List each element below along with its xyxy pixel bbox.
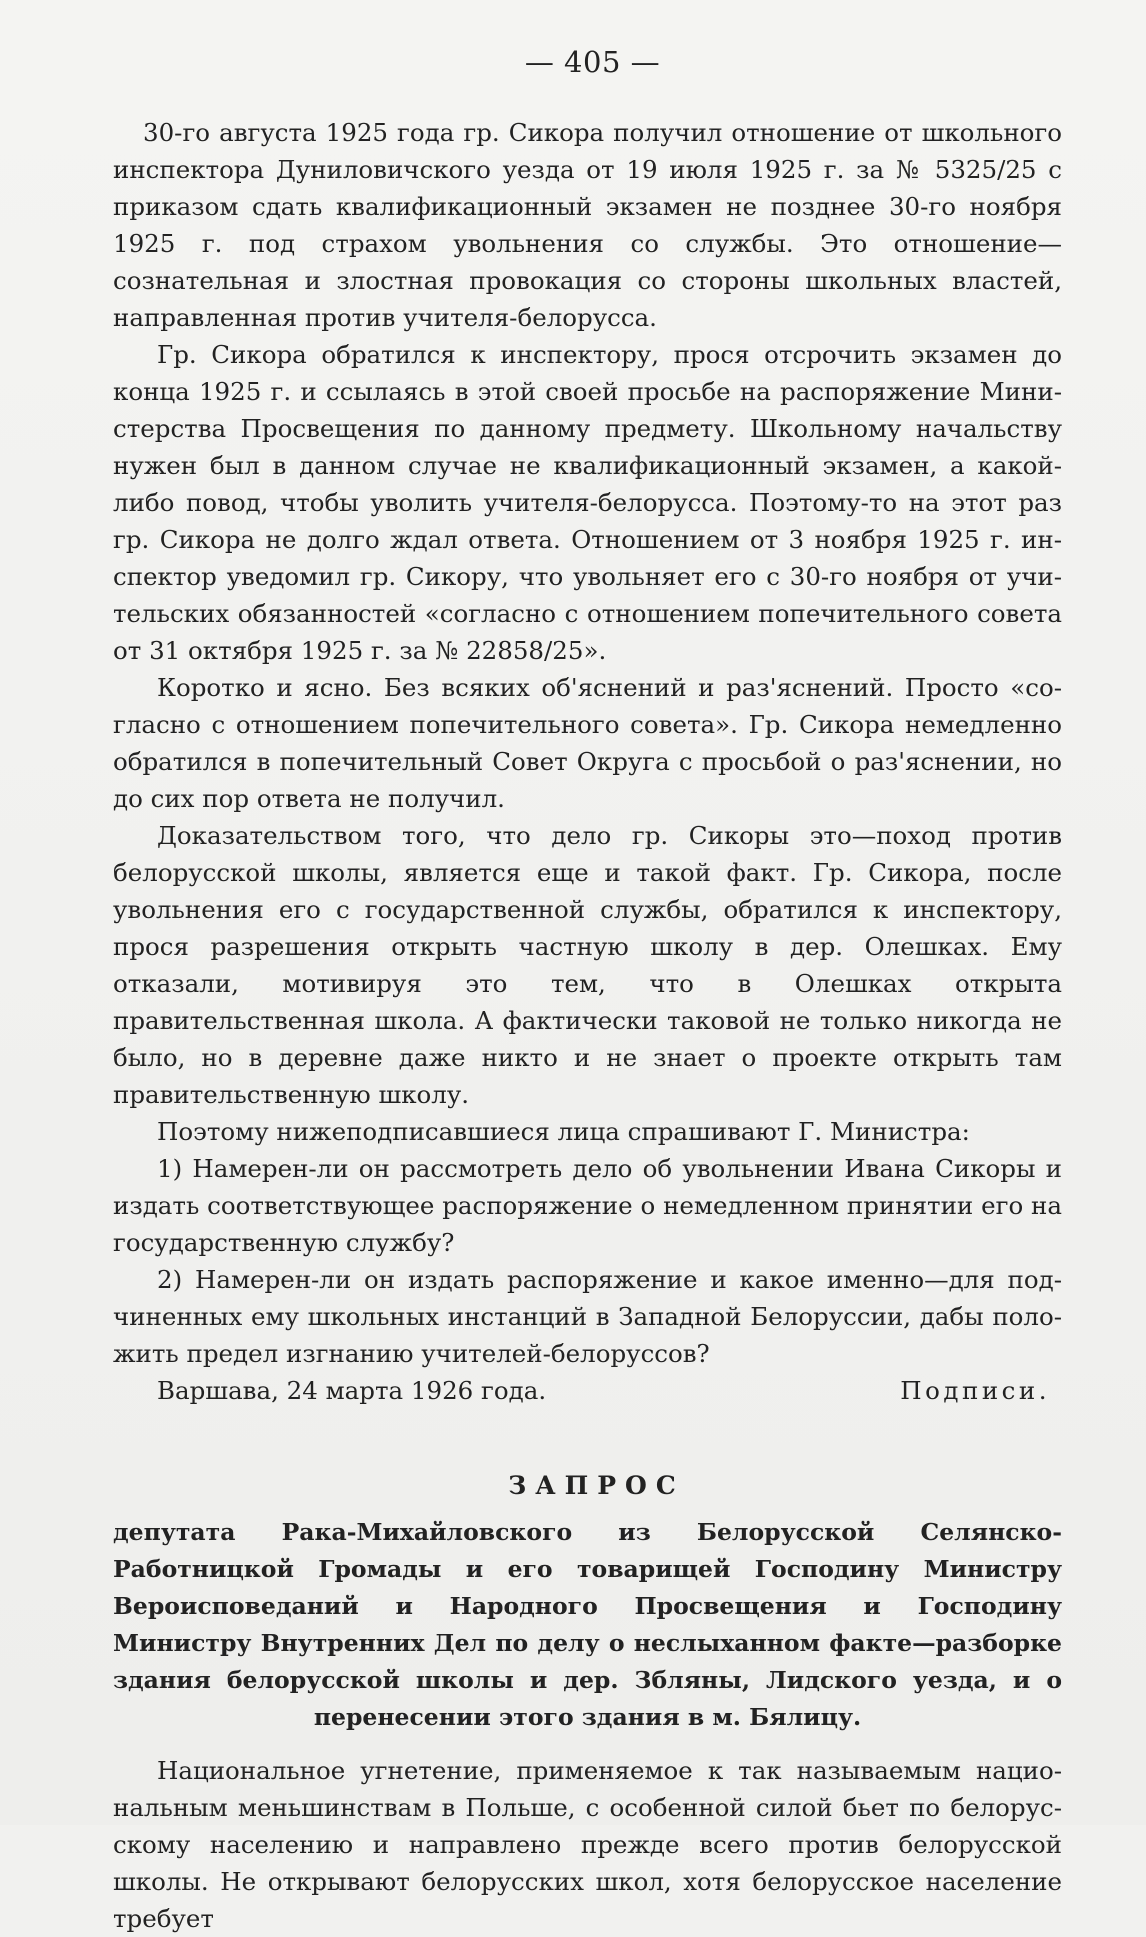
paragraph-3: Коротко и ясно. Без всяких об'яснений и раз'яснений. Просто «согласно с отношением попечительного совета». Гр. Сикора немедленно обратился в попечительный Совет Округа с просьбой о раз'яснении, но до сих пор ответа не получил. — [113, 673, 1062, 813]
question-1: 1) Намерен-ли он рассмотреть дело об увольнении Ивана Сикоры и издать соответствующее распоряжение о немедленном принятии его на государственную службу? — [113, 1154, 1062, 1257]
page-number: — 405 — — [524, 45, 661, 79]
paragraph-4: Доказательством того, что дело гр. Сикоры это—поход против белорусской школы, является еще и такой факт. Гр. Сикора, после увольнения его с государственной службы, обратился к инспектору, прося разрешения открыть частную школу в дер. Олешках. Ему отказали, мотивируя это тем, что в Олешках открыта правительственная школа. А фактически таковой не только никогда не было, но в деревне даже никто и не знает о проекте открыть там правительственную школу. — [113, 821, 1062, 1109]
paragraph-1: 30-го августа 1925 года гр. Сикора получил отношение от школьного инспектора Дуниловичского уезда от 19 июля 1925 г. за № 5325/25 с приказом сдать квалификационный экзамен не позднее 30-го ноября 1925 г. под страхом увольнения со службы. Это отношение—сознательная и злостная провокация со стороны школьных властей, направленная против учителя-белорусса. — [113, 118, 1062, 332]
closing-line — [113, 1372, 1062, 1409]
main-text — [113, 114, 1062, 1372]
place-date: Варшава, 24 марта 1926 года. — [157, 1376, 547, 1405]
section-text — [113, 1752, 1062, 1937]
paragraph-2: Гр. Сикора обратился к инспектору, прося отсрочить экзамен до конца 1925 г. и ссылаясь в этой своей просьбе на распоряжение Министерства Просвещения по данному предмету. Школьному начальству нужен был в данном случае не квалификационный экзамен, а какой-либо повод, чтобы уволить учителя-белорусса. Поэтому-то на этот раз гр. Сикора не долго ждал ответа. Отношением от 3 ноября 1925 г. инспектор уведомил гр. Сикору, что увольняет его с 30-го ноября от учительских обязанностей «согласно с отношением попечительного совета от 31 октября 1925 г. за № 22858/25». — [113, 340, 1062, 665]
question-2: 2) Намерен-ли он издать распоряжение и какое именно—для подчиненных ему школьных инстанций в Западной Белоруссии, дабы положить предел изгнанию учителей-белоруссов? — [113, 1265, 1062, 1368]
paragraph-5: Поэтому нижеподписавшиеся лица спрашивают Г. Министра: — [157, 1117, 970, 1146]
section-paragraph: Национальное угнетение, применяемое к так называемым национальным меньшинствам в Польше, с особенной силой бьет по белорусскому населению и направлено прежде всего против белорусской школы. Не открывают белорусских школ, хотя белорусское население требует — [113, 1756, 1062, 1933]
section-title: ЗАПРОС — [508, 1471, 685, 1500]
section-subtitle: депутата Рака-Михайловского из Белорусской Селянско-Работницкой Громады и его товарищей Господину Министру Вероисповеданий и Народного Просвещения и Господину Министру Внутренних Дел по делу о неслыханном факте—разборке здания белорусской школы и дер. Збляны, Лидского уезда, и о перенесении этого здания в м. Бялицу. — [113, 1518, 1062, 1731]
signatures: Подписи. — [900, 1376, 1050, 1405]
